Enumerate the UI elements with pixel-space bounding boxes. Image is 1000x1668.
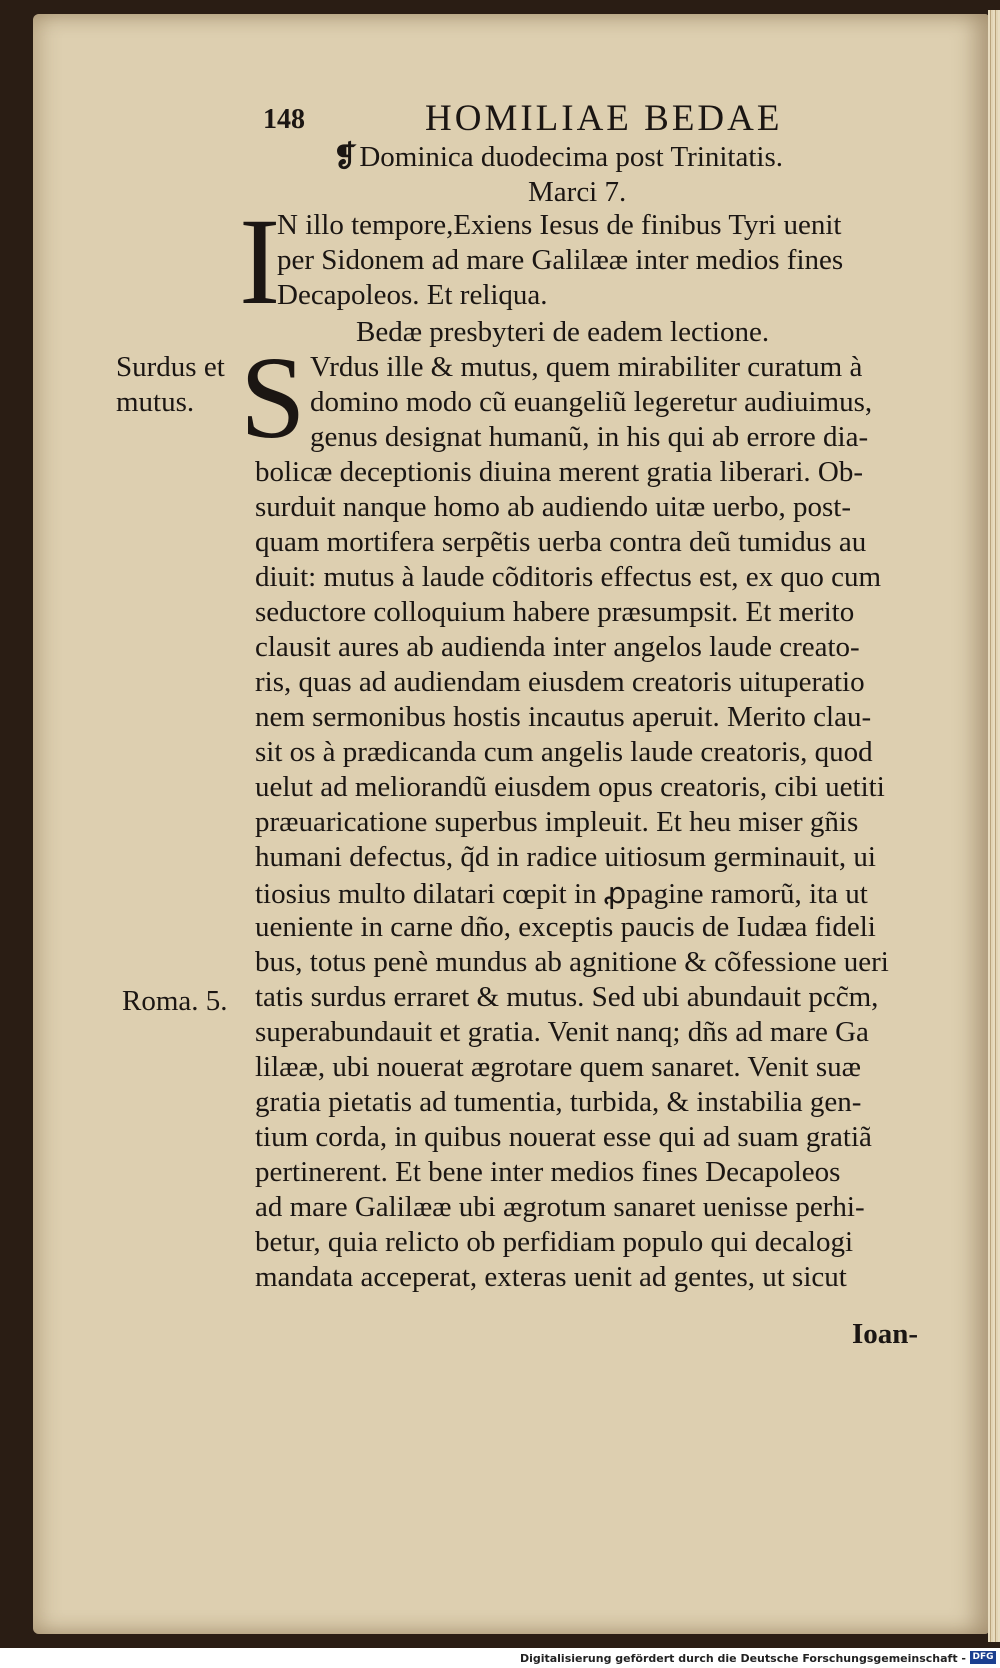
margin-note-surdus: Surdus et — [116, 351, 225, 383]
homily-line: quam mortifera serpẽtis uerba contra deũ tumidus au — [255, 526, 867, 558]
homily-line: superabundauit et gratia. Venit nanq; dñs ad mare Ga — [255, 1016, 869, 1048]
homily-title — [333, 139, 783, 174]
gospel-line: Decapoleos. Et reliqua. — [277, 279, 548, 311]
homily-line: mandata acceperat, exteras uenit ad gentes, ut sicut — [255, 1261, 847, 1293]
folio-number: 148 — [263, 104, 305, 135]
homily-line: ris, quas ad audiendam eiusdem creatoris uituperatio — [255, 666, 865, 698]
homily-line: præuaricatione superbus impleuit. Et heu miser gñis — [255, 806, 859, 838]
margin-note-romans: Roma. 5. — [122, 985, 228, 1017]
pilcrow-icon: ❡ — [333, 141, 358, 173]
dfg-logo: DFG — [970, 1651, 996, 1664]
homily-line: Vrdus ille & mutus, quem mirabiliter curatum à — [310, 351, 863, 383]
page-edge — [988, 10, 1000, 1642]
catchword: Ioan- — [852, 1318, 919, 1350]
digitization-footer — [0, 1648, 1000, 1668]
homily-line: surduit nanque homo ab audiendo uitæ uerbo, post- — [255, 491, 852, 523]
footer-credit: Digitalisierung gefördert durch die Deutsche Forschungsgemeinschaft - — [519, 1652, 966, 1665]
homily-line: bolicæ deceptionis diuina merent gratia liberari. Ob- — [255, 456, 863, 488]
homily-line: diuit: mutus à laude cõditoris effectus est, ex quo cum — [255, 561, 882, 593]
homily-line: tiosius multo dilatari cœpit in ꝓpagine ramorũ, ita ut — [255, 878, 868, 910]
homily-line: ad mare Galilææ ubi ægrotum sanaret uenisse perhi- — [255, 1191, 865, 1223]
drop-cap-initial-s: S — [240, 332, 306, 463]
margin-note-mutus: mutus. — [116, 386, 195, 418]
gospel-line: per Sidonem ad mare Galilææ inter medios fines — [277, 244, 844, 276]
homily-line: seductore colloquium habere præsumpsit. Et merito — [255, 596, 855, 628]
homily-line: humani defectus, q̃d in radice uitiosum germinauit, ui — [255, 841, 876, 873]
homily-line: ueniente in carne dño, exceptis paucis de Iudæa fideli — [255, 911, 876, 943]
drop-cap-initial-i: I — [239, 193, 281, 330]
title-text: Dominica duodecima post Trinitatis. — [359, 141, 784, 173]
homily-line: domino modo cũ euangeliũ legeretur audiuimus, — [310, 386, 873, 418]
homily-line: bus, totus penè mundus ab agnitione & cõfessione ueri — [255, 946, 889, 978]
running-head: HOMILIAE BEDAE — [425, 98, 783, 139]
homily-line: uelut ad meliorandũ eiusdem opus creatoris, cibi uetiti — [255, 771, 885, 803]
homily-line: sit os à prædicanda cum angelis laude creatoris, quod — [255, 736, 873, 768]
homily-line: tatis surdus erraret & mutus. Sed ubi abundauit pcc̃m, — [255, 981, 879, 1013]
homily-line: nem sermonibus hostis incautus aperuit. Merito clau- — [255, 701, 872, 733]
homily-line: tium corda, in quibus nouerat esse qui ad suam gratiã — [255, 1121, 872, 1153]
homily-line: gratia pietatis ad tumentia, turbida, & instabilia gen- — [255, 1086, 862, 1118]
homily-line: pertinerent. Et bene inter medios fines Decapoleos — [255, 1156, 841, 1188]
homily-line: clausit aures ab audienda inter angelos laude creato- — [255, 631, 860, 663]
homily-line: betur, quia relicto ob perfidiam populo qui decalogi — [255, 1226, 853, 1258]
lection-heading: Bedæ presbyteri de eadem lectione. — [356, 316, 770, 348]
homily-line: lilææ, ubi nouerat ægrotare quem sanaret. Venit suæ — [255, 1051, 861, 1083]
gospel-reference: Marci 7. — [528, 176, 627, 208]
homily-line: genus designat humanũ, in his qui ab errore dia- — [310, 421, 869, 453]
gospel-line: N illo tempore,Exiens Iesus de finibus Tyri uenit — [277, 209, 842, 241]
